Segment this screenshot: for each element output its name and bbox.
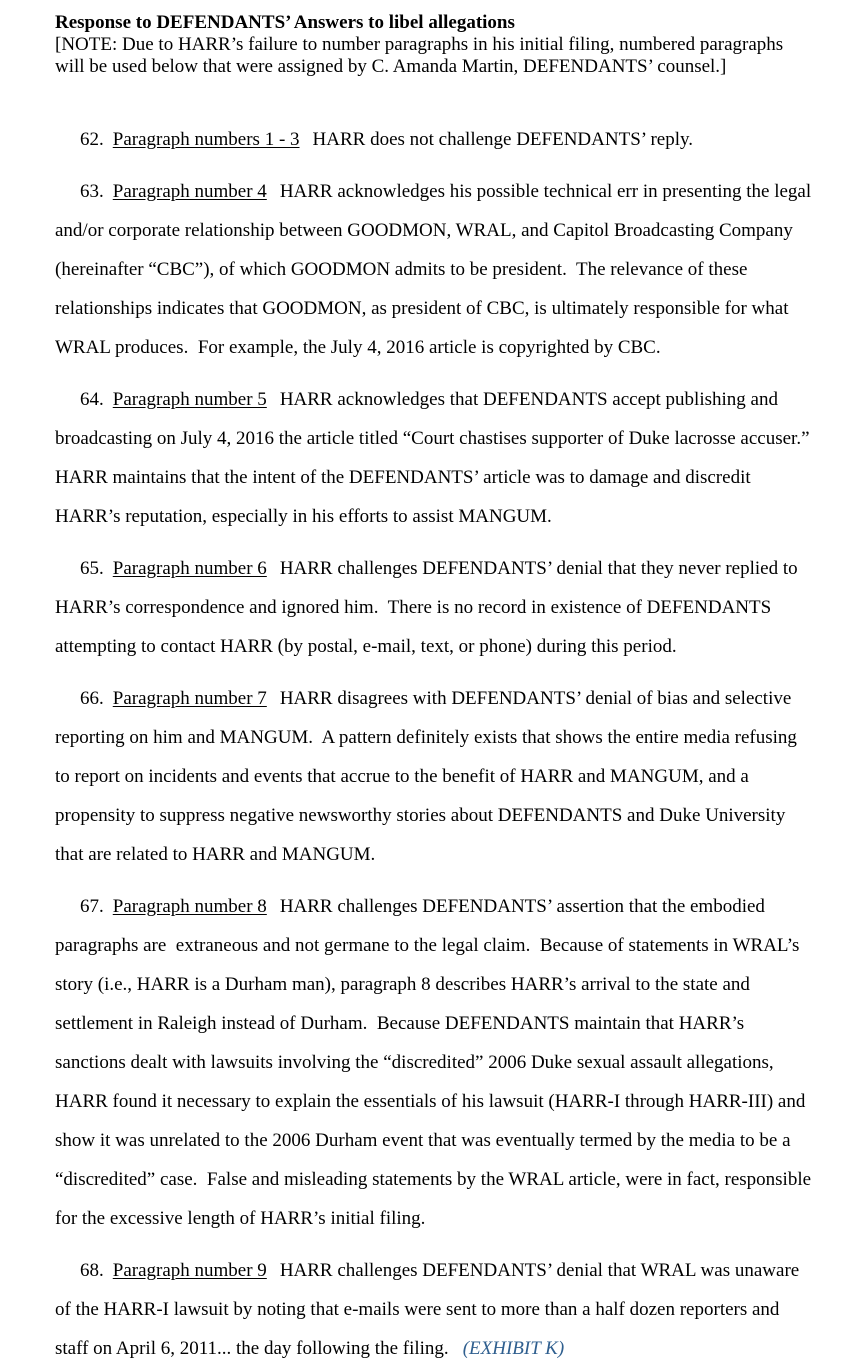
exhibit-link[interactable]: (EXHIBIT K) — [462, 1338, 565, 1359]
paragraph-heading: Paragraph number 4 — [112, 181, 267, 202]
paragraph-number: 62. — [80, 129, 104, 150]
paragraph-body: HARR acknowledges his possible technical err in presenting the legal and/or corporate relationship between GOODMON, WRAL, and Capitol Broadcasting Company (hereinafter “CBC”), of which GOODMON admits to be president. The relevance of these relationships indicates that GOODMON, as president of CBC, is ultimately responsible for what WRAL produces. For example, the July 4, 2016 article is copyrighted by CBC. — [55, 181, 816, 358]
paragraph-list — [55, 120, 819, 1368]
paragraph-number: 63. — [80, 181, 104, 202]
paragraph — [55, 172, 816, 367]
paragraph — [55, 380, 819, 536]
document-title: Response to DEFENDANTS’ Answers to libel allegations — [55, 12, 515, 33]
paragraph-body: HARR challenges DEFENDANTS’ denial that WRAL was unaware of the HARR-I lawsuit by noting that e-mails were sent to more than a half dozen reporters and staff on April 6, 2011... the day following the filing. — [55, 1260, 804, 1359]
paragraph-body: HARR does not challenge DEFENDANTS’ reply. — [312, 129, 693, 150]
paragraph-number: 68. — [80, 1260, 104, 1281]
paragraph — [55, 120, 812, 159]
paragraph-heading: Paragraph number 7 — [112, 688, 267, 709]
paragraph-number: 65. — [80, 558, 104, 579]
document-header — [55, 12, 812, 78]
paragraph-body: HARR disagrees with DEFENDANTS’ denial of bias and selective reporting on him and MANGUM. A pattern definitely exists that shows the entire media refusing to report on incidents and events that accrue to the benefit of HARR and MANGUM, and a propensity to suppress negative newsworthy stories about DEFENDANTS and Duke University that are related to HARR and MANGUM. — [55, 688, 802, 865]
paragraph-body: HARR acknowledges that DEFENDANTS accept publishing and broadcasting on July 4, 2016 the article titled “Court chastises supporter of Duke lacrosse accuser.” HARR maintains that the intent of the DEFENDANTS’ article was to damage and discredit HARR’s reputation, especially in his efforts to assist MANGUM. — [55, 389, 819, 527]
paragraph-heading: Paragraph number 9 — [112, 1260, 267, 1281]
paragraph — [55, 549, 812, 666]
paragraph-heading: Paragraph number 8 — [112, 896, 267, 917]
paragraph — [55, 1251, 812, 1368]
paragraph-heading: Paragraph number 5 — [112, 389, 267, 410]
paragraph-body: HARR challenges DEFENDANTS’ denial that they never replied to HARR’s correspondence and ignored him. There is no record in existence of DEFENDANTS attempting to contact HARR (by postal, e-mail, text, or phone) during this period. — [55, 558, 803, 657]
paragraph — [55, 887, 816, 1238]
document-note: [NOTE: Due to HARR’s failure to number paragraphs in his initial filing, numbered paragraphs will be used below that were assigned by C. Amanda Martin, DEFENDANTS’ counsel.] — [55, 34, 784, 77]
paragraph-number: 67. — [80, 896, 104, 917]
paragraph — [55, 679, 812, 874]
paragraph-heading: Paragraph number 6 — [112, 558, 267, 579]
paragraph-number: 66. — [80, 688, 104, 709]
paragraph-number: 64. — [80, 389, 104, 410]
paragraph-heading: Paragraph numbers 1 - 3 — [112, 129, 300, 150]
paragraph-body: HARR challenges DEFENDANTS’ assertion that the embodied paragraphs are extraneous and not germane to the legal claim. Because of statements in WRAL’s story (i.e., HARR is a Durham man), paragraph 8 describes HARR’s arrival to the state and settlement in Raleigh instead of Durham. Because DEFENDANTS maintain that HARR’s sanctions dealt with lawsuits involving the “discredited” 2006 Duke sexual assault allegations, HARR found it necessary to explain the essentials of his lawsuit (HARR-I through HARR-III) and show it was unrelated to the 2006 Durham event that was eventually termed by the media to be a “discredited” case. False and misleading statements by the WRAL article, were in fact, responsible for the excessive length of HARR’s initial filing. — [55, 896, 816, 1229]
